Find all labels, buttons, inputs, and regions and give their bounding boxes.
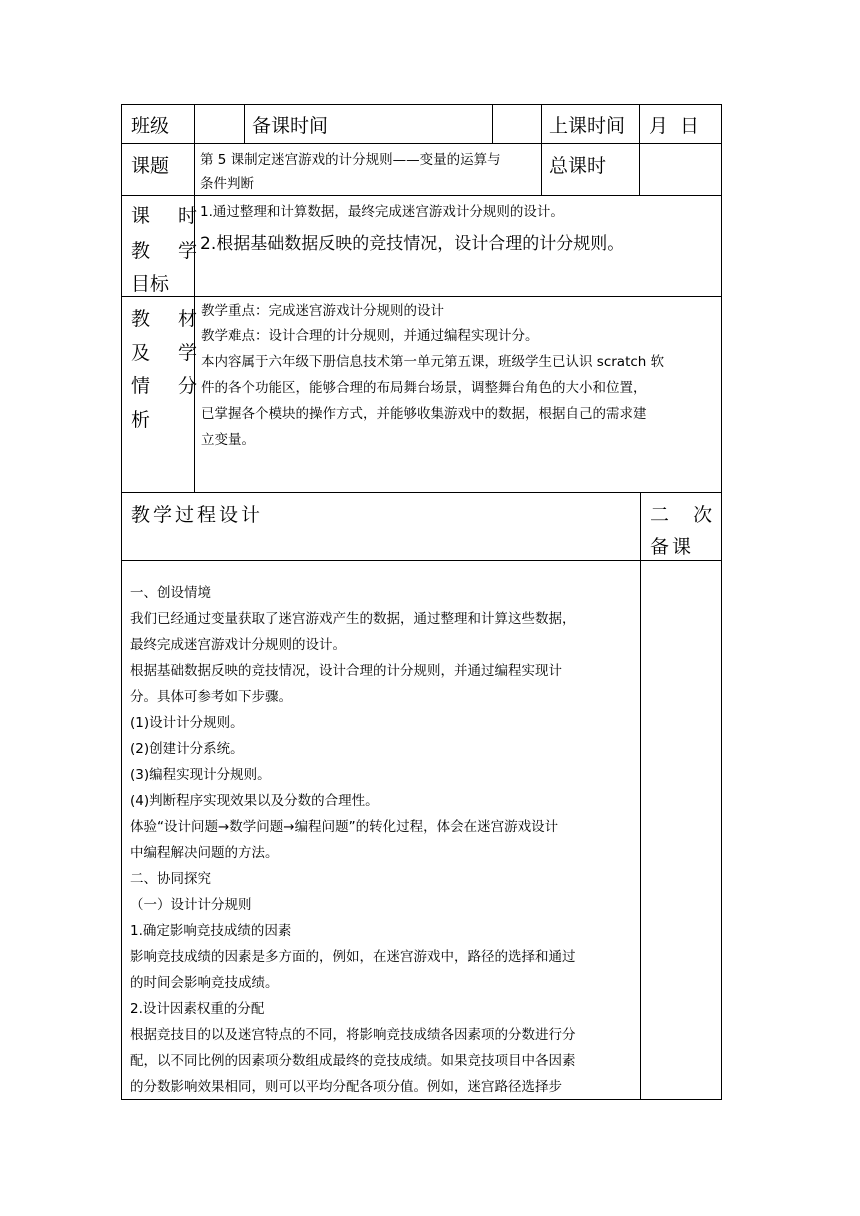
col-divider [194, 143, 195, 196]
process-line: 根据竞技目的以及迷宫特点的不同，将影响竞技成绩各因素项的分数进行分 [130, 1027, 576, 1043]
process-line: 体验“设计问题→数学问题→编程问题”的转化过程，体会在迷宫游戏设计 [130, 819, 559, 835]
col-divider [640, 492, 641, 1100]
process-line: (1)设计计分规则。 [130, 715, 244, 731]
teaching-difficulty: 教学难点：设计合理的计分规则，并通过编程实现计分。 [201, 328, 539, 344]
process-line: 我们已经通过变量获取了迷宫游戏产生的数据，通过整理和计算这些数据， [130, 611, 576, 627]
row-divider [121, 195, 722, 196]
process-line: 二、协同探究 [130, 871, 211, 887]
col-divider [639, 104, 640, 144]
analysis-text-line3: 已掌握各个模块的操作方式，并能够收集游戏中的数据，根据自己的需求建 [201, 406, 647, 422]
col-divider [541, 143, 542, 196]
process-line: 配，以不同比例的因素项分数组成最终的竞技成绩。如果竞技项目中各因素 [130, 1053, 576, 1069]
row-divider [121, 560, 722, 561]
row-divider [121, 296, 722, 297]
process-line: 根据基础数据反映的竞技情况，设计合理的计分规则，并通过编程实现计 [130, 663, 562, 679]
process-line: (3)编程实现计分规则。 [130, 767, 271, 783]
objective-item-2: 2.根据基础数据反映的竞技情况，设计合理的计分规则。 [200, 234, 625, 254]
total-hours-label: 总课时 [549, 155, 607, 177]
process-line: 1.确定影响竞技成绩的因素 [130, 923, 292, 939]
row-divider [121, 143, 722, 144]
process-line: (4)判断程序实现效果以及分数的合理性。 [130, 793, 379, 809]
objective-item-1: 1.通过整理和计算数据，最终完成迷宫游戏计分规则的设计。 [200, 204, 564, 220]
analysis-label-line2: 及 学 [131, 342, 209, 364]
teaching-key-point: 教学重点：完成迷宫游戏计分规则的设计 [201, 303, 444, 319]
analysis-text-line1: 本内容属于六年级下册信息技术第一单元第五课，班级学生已认识 scratch 软 [201, 354, 665, 370]
topic-title-line2: 条件判断 [200, 176, 254, 192]
objectives-label-line3: 目标 [131, 273, 170, 295]
second-prep-label-line1: 二 次 [650, 504, 713, 526]
process-line: 分。具体可参考如下步骤。 [130, 689, 292, 705]
topic-title-line1: 第 5 课制定迷宫游戏的计分规则——变量的运算与 [200, 152, 501, 168]
process-line: 一、创设情境 [130, 585, 211, 601]
analysis-label-line1: 教 材 [131, 308, 209, 330]
analysis-label-line4: 析 [131, 409, 151, 431]
col-divider [541, 104, 542, 144]
objectives-label-line1: 课 时 [131, 205, 209, 227]
process-line: 的时间会影响竞技成绩。 [130, 975, 279, 991]
process-design-title: 教学过程设计 [131, 504, 264, 526]
row-divider [121, 492, 722, 493]
topic-label: 课题 [131, 155, 170, 177]
col-divider [639, 143, 640, 196]
col-divider [244, 104, 245, 144]
analysis-text-line4: 立变量。 [201, 432, 255, 448]
process-line: 影响竞技成绩的因素是多方面的，例如，在迷宫游戏中，路径的选择和通过 [130, 949, 576, 965]
objectives-label-line2: 教 学 [131, 240, 209, 262]
process-line: 的分数影响效果相同，则可以平均分配各项分值。例如，迷宫路径选择步 [130, 1079, 562, 1095]
class-date-value[interactable]: 月 日 [649, 115, 703, 137]
col-divider [194, 104, 195, 144]
class-time-label: 上课时间 [549, 115, 626, 137]
process-line: 2.设计因素权重的分配 [130, 1001, 265, 1017]
second-prep-label-line2: 备课 [650, 536, 695, 558]
class-label: 班级 [131, 115, 170, 137]
process-line: 中编程解决问题的方法。 [130, 845, 279, 861]
process-line: (2)创建计分系统。 [130, 741, 244, 757]
col-divider [492, 104, 493, 144]
process-line: 最终完成迷宫游戏计分规则的设计。 [130, 637, 346, 653]
analysis-label-line3: 情 分 [131, 375, 209, 397]
analysis-text-line2: 件的各个功能区，能够合理的布局舞台场景，调整舞台角色的大小和位置， [201, 380, 647, 396]
process-line: （一）设计计分规则 [130, 897, 252, 913]
prep-time-label: 备课时间 [252, 115, 329, 137]
